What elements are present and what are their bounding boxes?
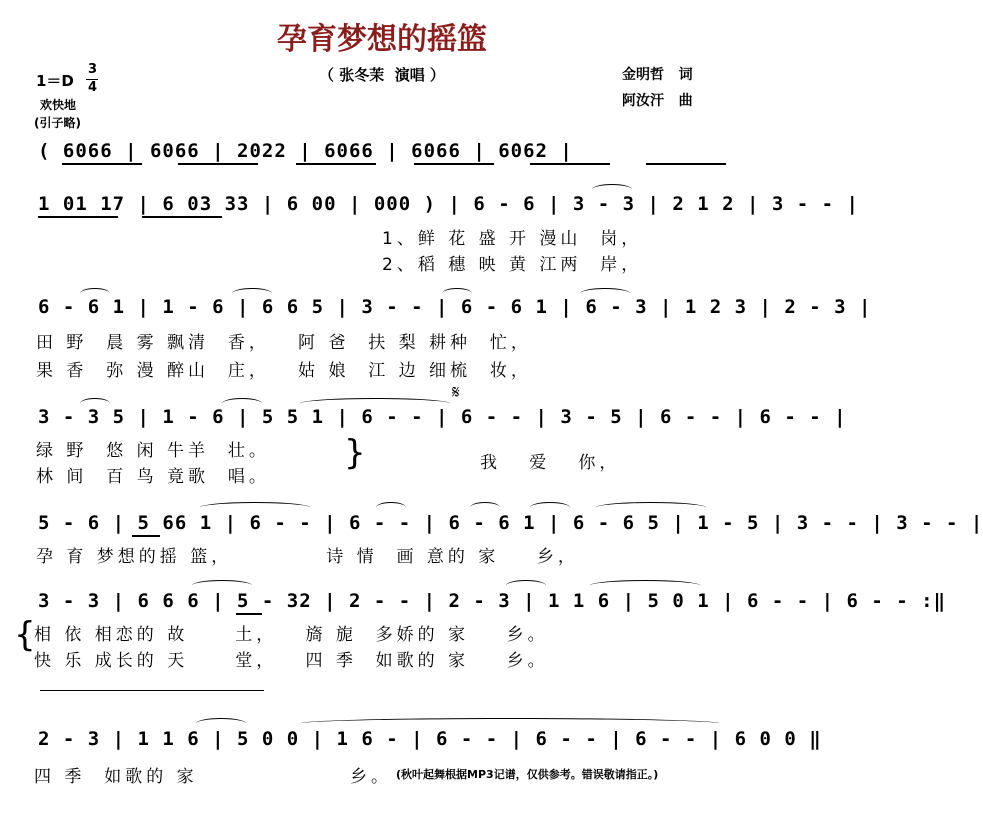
lyrics-row-2-verse-1: 1、鲜 花 盛 开 漫山 岗， (382, 229, 643, 249)
lyrics-row-6-verse-1: 相 依 相恋的 故 土， 旖 旎 多娇的 家 乡。 (34, 625, 549, 645)
time-sig-bottom: 4 (88, 80, 98, 95)
composer-credit: 阿汝汗 曲 (622, 93, 693, 109)
slur (580, 288, 630, 299)
slur (222, 398, 262, 409)
singer-credit: （ 张冬茉 演唱 ） (319, 66, 445, 84)
intro-note: (引子略) (34, 116, 81, 130)
lyrics-row-7-start: 四 季 如歌的 家 (34, 767, 198, 787)
slur (592, 184, 632, 195)
beam (62, 163, 142, 165)
lyrics-row-4-verse-1: 绿 野 悠 闲 牛羊 壮。 (36, 441, 270, 461)
slur (506, 580, 546, 591)
slur (442, 288, 472, 299)
lyrics-row-3-verse-2: 果 香 弥 漫 醉山 庄， 姑 娘 江 边 细梳 妆， (36, 361, 532, 381)
slur (470, 502, 500, 513)
tempo-marking: 欢快地 (40, 98, 77, 112)
ending-bracket (40, 690, 264, 691)
tie (300, 718, 720, 729)
slur (376, 502, 406, 513)
lyricist-credit: 金明哲 词 (622, 67, 693, 83)
score-row-3: 6 - 6 1 | 1 - 6 | 6 6 5 | 3 - - | 6 - 6 1 | 6 - 3 | 1 2 3 | 2 - 3 | (38, 296, 872, 318)
beam (38, 216, 118, 218)
tie (200, 502, 310, 513)
tie (596, 502, 706, 513)
score-row-2: 1 01 17 | 6 03 33 | 6 00 | 000 ) | 6 - 6 | 3 - 3 | 2 1 2 | 3 - - | (38, 193, 859, 215)
beam (178, 163, 258, 165)
lyrics-row-4-verse-2: 林 间 百 鸟 竟歌 唱。 (36, 467, 270, 487)
beam (296, 163, 376, 165)
tie (300, 398, 450, 409)
transcriber-note: (秋叶起舞根据MP3记谱，仅供参考。错误敬请指正。) (396, 768, 659, 781)
lyrics-row-5: 孕 育 梦想的摇 篮， 诗 情 画 意的 家 乡， (36, 547, 579, 567)
verse-brace: } (344, 433, 366, 473)
lyrics-row-4-chorus: 我 爱 你， (480, 453, 621, 473)
beam (414, 163, 494, 165)
lyrics-row-6-verse-2: 快 乐 成长的 天 堂， 四 季 如歌的 家 乡。 (34, 651, 549, 671)
slur (196, 718, 246, 729)
song-title: 孕育梦想的摇篮 (277, 22, 487, 57)
score-row-4: 3 - 3 5 | 1 - 6 | 5 5 1 | 6 - - | 6 - - | 3 - 5 | 6 - - | 6 - - | (38, 406, 847, 428)
beam (142, 216, 222, 218)
slur (80, 398, 110, 409)
beam (236, 613, 262, 615)
slur (530, 502, 570, 513)
lyrics-row-2-verse-2: 2、稻 穗 映 黄 江两 岸， (382, 255, 643, 275)
beam (530, 163, 610, 165)
tie (590, 580, 700, 591)
segno-sign: 𝄋 (452, 382, 460, 403)
verse-brace: { (14, 615, 36, 655)
lyrics-row-3-verse-1: 田 野 晨 雾 飘清 香， 阿 爸 扶 梨 耕种 忙， (36, 333, 532, 353)
key-signature: 1＝D (36, 72, 74, 90)
slur (232, 288, 272, 299)
slur (80, 288, 110, 299)
slur (192, 580, 252, 591)
beam (132, 535, 160, 537)
beam (646, 163, 726, 165)
score-row-7: 2 - 3 | 1 1 6 | 5 0 0 | 1 6 - | 6 - - | 6 - - | 6 - - | 6 0 0 ‖ (38, 728, 822, 750)
score-row-1: ( 6066 | 6066 | 2022 | 6066 | 6066 | 6062 | (38, 140, 573, 162)
score-row-5: 5 - 6 | 5 66 1 | 6 - - | 6 - - | 6 - 6 1 | 6 - 6 5 | 1 - 5 | 3 - - | 3 - - | (38, 512, 983, 534)
score-row-6: 3 - 3 | 6 6 6 | 5 - 32 | 2 - - | 2 - 3 | 1 1 6 | 5 0 1 | 6 - - | 6 - - :‖ (38, 590, 947, 612)
time-sig-top: 3 (88, 62, 98, 77)
lyrics-row-7-end: 乡。 (350, 767, 392, 787)
